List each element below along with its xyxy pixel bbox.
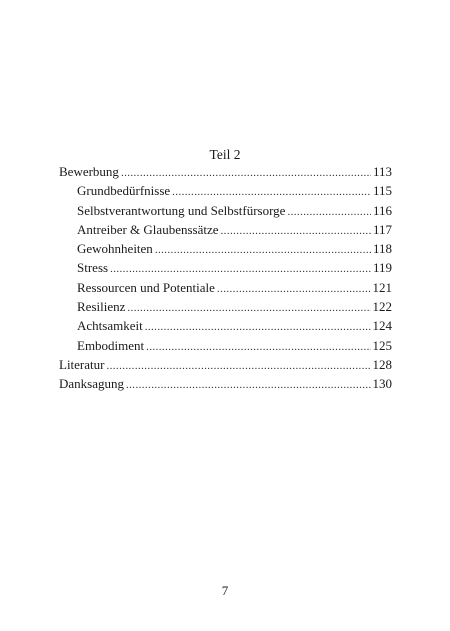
toc-entry — [59, 239, 392, 258]
dot-leader — [146, 338, 370, 357]
toc-entry-label: Antreiber & Glaubenssätze — [77, 221, 219, 237]
toc-entry-page: 116 — [372, 202, 392, 218]
toc-entry-label: Achtsamkeit — [77, 318, 143, 334]
toc-entry-label: Gewohnheiten — [77, 241, 153, 257]
toc-entry-page: 122 — [372, 299, 392, 315]
toc-entry — [59, 258, 392, 277]
toc-entry-page: 113 — [372, 164, 392, 179]
toc-entry — [59, 355, 392, 374]
dot-leader — [155, 241, 371, 260]
dot-leader — [287, 203, 371, 222]
toc-entry-page: 117 — [372, 221, 392, 237]
toc-entry-page: 130 — [372, 376, 392, 392]
toc-entry — [59, 201, 392, 220]
toc-entry-label: Grundbedürfnisse — [77, 183, 171, 199]
toc-entry — [59, 220, 392, 239]
dot-leader — [221, 222, 371, 241]
dot-leader — [126, 376, 371, 395]
toc-entry-label: Bewerbung — [59, 164, 119, 179]
dot-leader — [106, 357, 370, 376]
toc-entry-label: Literatur — [59, 356, 105, 372]
toc-entry-page: 124 — [372, 318, 392, 334]
toc-entry — [59, 278, 392, 297]
toc-entry-label: Stress — [77, 260, 109, 276]
dot-leader — [127, 299, 370, 318]
toc-entry-page: 119 — [372, 260, 392, 276]
toc-entry — [59, 297, 392, 316]
toc-entry — [59, 316, 392, 335]
toc-entry-label: Embodiment — [77, 337, 145, 353]
dot-leader — [217, 280, 371, 299]
toc-entry-label: Selbstverantwortung und Selbstfürsorge — [77, 202, 286, 218]
toc-entry-page: 125 — [372, 337, 392, 353]
toc-entry-page: 118 — [372, 241, 392, 257]
page-number: 7 — [221, 583, 229, 598]
toc-entry-page: 115 — [372, 183, 392, 199]
table-of-contents — [59, 162, 392, 394]
toc-entry-label: Resilienz — [77, 299, 126, 315]
toc-entry — [59, 162, 392, 181]
toc-entry-page: 128 — [372, 356, 392, 372]
part-title: Teil 2 — [209, 147, 241, 162]
toc-entry — [59, 336, 392, 355]
toc-entry-label: Danksagung — [59, 376, 124, 392]
dot-leader — [145, 318, 371, 337]
toc-entry — [59, 374, 392, 393]
toc-entry-label: Ressourcen und Potentiale — [77, 279, 215, 295]
toc-entry — [59, 181, 392, 200]
toc-entry-page: 121 — [372, 279, 392, 295]
